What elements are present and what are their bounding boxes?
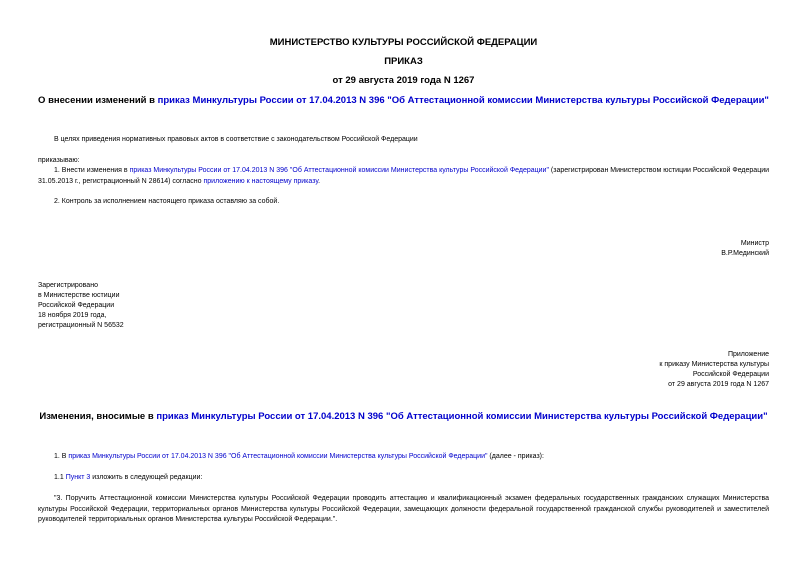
doc-type-heading: ПРИКАЗ <box>384 56 423 67</box>
appendix-p2-link[interactable]: Пункт 3 <box>65 474 91 481</box>
appendix-p1-link[interactable]: приказ Минкультуры России от 17.04.2013 N 396 "Об Аттестационной комиссии Министерства культуры Российской Федерации" <box>68 453 488 460</box>
appendix-title <box>0 411 807 422</box>
appendix-paragraph-1 <box>54 452 544 463</box>
registration-line-2: в Министерстве юстиции <box>38 292 120 299</box>
order-title-prefix: О внесении изменений в <box>38 95 158 106</box>
item-1-prefix: 1. Внести изменения в <box>54 167 130 174</box>
appendix-quote-text: "3. Поручить Аттестационной комиссии Министерства культуры Российской Федерации проводить аттестацию и квалификационный экзамен федеральных государственных гражданских служащих Министерства культуры Российской Федерации, территориальных органов Министерства культуры Российской Федерации, замещающих должности федеральной государственной гражданской службы руководителей и заместителей руководителей территориальных органов Министерства культуры Российской Федерации.". <box>38 495 769 523</box>
date-number-heading: от 29 августа 2019 года N 1267 <box>332 75 475 86</box>
appendix-title-link[interactable]: приказ Минкультуры России от 17.04.2013 N 396 "Об Аттестационной комиссии Министерства культуры Российской Федерации" <box>156 411 768 422</box>
appendix-p1-prefix: 1. В <box>54 453 69 460</box>
appendix-quote <box>38 494 769 526</box>
order-title <box>0 95 807 106</box>
appendix-line-2: к приказу Министерства культуры <box>659 361 769 368</box>
order-title-link[interactable]: приказ Минкультуры России от 17.04.2013 N 396 "Об Аттестационной комиссии Министерства культуры Российской Федерации" <box>157 95 769 106</box>
registration-line-5: регистрационный N 56532 <box>38 322 124 329</box>
signature-title: Министр <box>740 240 769 247</box>
ministry-heading: МИНИСТЕРСТВО КУЛЬТУРЫ РОССИЙСКОЙ ФЕДЕРАЦИИ <box>269 37 538 48</box>
intro-paragraph: В целях приведения нормативных правовых актов в соответствие с законодательством Российской Федерации <box>54 136 418 143</box>
appendix-line-3: Российской Федерации <box>692 371 769 378</box>
item-1-order-link[interactable]: приказ Минкультуры России от 17.04.2013 N 396 "Об Аттестационной комиссии Министерства культуры Российской Федерации" <box>129 167 549 174</box>
item-1-end: . <box>318 177 321 185</box>
appendix-line-1: Приложение <box>727 351 769 358</box>
registration-line-3: Российской Федерации <box>38 302 115 309</box>
item-1-mid: (зарегистрирован Министерством юстиции Российской Федерации 31.05.2013 г., регистрационный N 28614) согласно <box>38 167 770 185</box>
signature-name: В.Р.Мединский <box>721 250 769 257</box>
appendix-p2-prefix: 1.1 <box>54 474 66 481</box>
appendix-p1-suffix: (далее - приказ): <box>487 453 544 460</box>
appendix-paragraph-2 <box>54 473 202 484</box>
order-word: приказываю: <box>38 157 80 164</box>
appendix-title-prefix: Изменения, вносимые в <box>39 411 157 422</box>
registration-line-1: Зарегистрировано <box>38 282 98 289</box>
item-2-paragraph: 2. Контроль за исполнением настоящего приказа оставляю за собой. <box>54 198 280 205</box>
registration-line-4: 18 ноября 2019 года, <box>38 312 107 319</box>
appendix-p2-suffix: изложить в следующей редакции: <box>90 474 203 481</box>
item-1-paragraph <box>38 166 769 187</box>
item-1-appendix-link[interactable]: приложению к настоящему приказу <box>203 177 319 185</box>
appendix-line-4: от 29 августа 2019 года N 1267 <box>668 381 769 388</box>
